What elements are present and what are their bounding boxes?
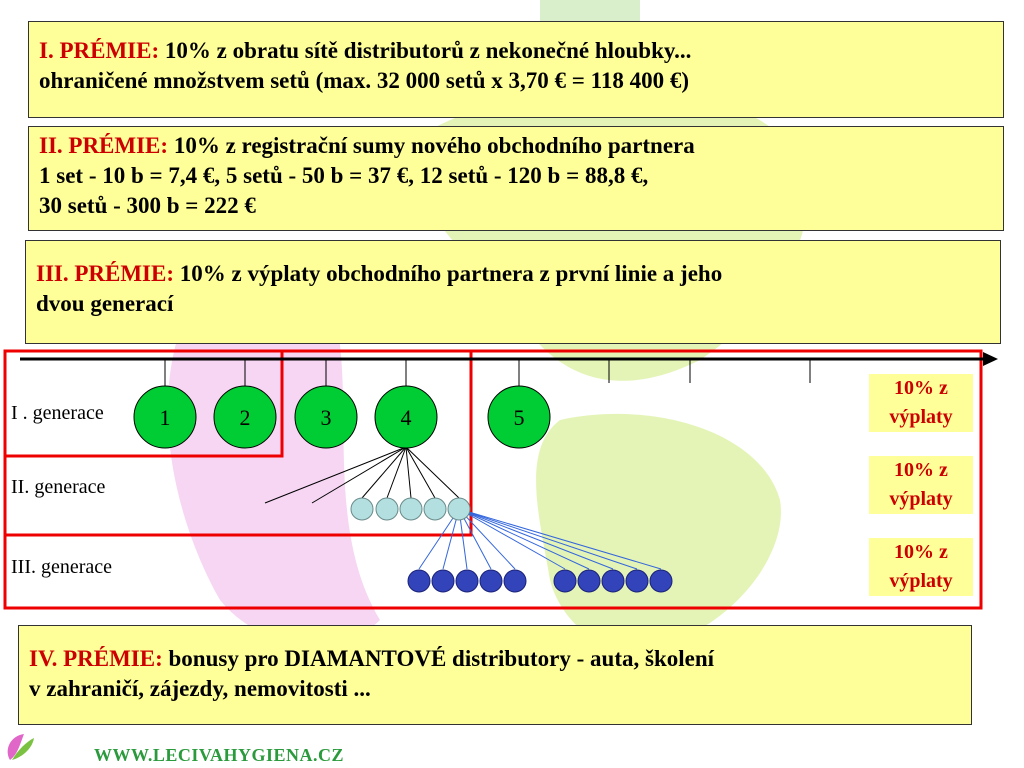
premium-2-text-2: 1 set - 10 b = 7,4 €, 5 setů - 50 b = 37 €, 12 setů - 120 b = 88,8 €,	[39, 163, 649, 188]
gen2-nodes	[351, 498, 470, 520]
svg-text:2: 2	[239, 405, 251, 430]
premium-1-text-1: 10% z obratu sítě distributorů z nekonečné hloubky...	[159, 38, 692, 63]
gen3-node	[626, 570, 648, 592]
premium-4-text-2: v zahraničí, zájezdy, nemovitosti ...	[29, 676, 371, 701]
gen3-node	[578, 570, 600, 592]
payout-3-line-1: 10% z	[894, 541, 948, 563]
gen3-node	[504, 570, 526, 592]
gen2-connectors	[265, 447, 459, 503]
payout-1-line-1: 10% z	[894, 377, 948, 399]
footer-url[interactable]: WWW.LECIVAHYGIENA.CZ	[94, 745, 345, 765]
premium-3-label: III. PRÉMIE:	[36, 261, 175, 286]
gen1-node-2	[214, 386, 276, 448]
gen3-label: III. generace	[11, 556, 113, 578]
gen3-node	[650, 570, 672, 592]
timeline-arrowhead	[983, 352, 998, 366]
premium-4-label: IV. PRÉMIE:	[29, 646, 163, 671]
payout-2-line-1: 10% z	[894, 459, 948, 481]
premium-2-text-3: 30 setů - 300 b = 222 €	[39, 193, 256, 218]
premium-3-text-2: dvou generací	[36, 291, 174, 316]
svg-text:4: 4	[400, 405, 412, 430]
gen3-nodes	[408, 570, 672, 592]
gen3-node	[480, 570, 502, 592]
gen3-node	[408, 570, 430, 592]
premium-4-text-1: bonusy pro DIAMANTOVÉ distributory - auta, školení	[162, 646, 715, 671]
premium-1-label: I. PRÉMIE:	[39, 38, 160, 63]
premium-2-text-1: 10% z registrační sumy nového obchodního partnera	[168, 133, 695, 158]
payout-2-line-2: výplaty	[889, 488, 953, 510]
gen3-node	[602, 570, 624, 592]
payout-box-1	[869, 374, 973, 432]
gen2-node	[351, 498, 373, 520]
gen2-node	[424, 498, 446, 520]
gen1-node-5	[488, 386, 550, 448]
gen1-label: I . generace	[11, 402, 104, 424]
gen2-label: II. generace	[11, 476, 106, 498]
gen2-node	[448, 498, 470, 520]
gen1-node-3	[295, 386, 357, 448]
svg-text:1: 1	[159, 405, 171, 430]
gen3-node	[432, 570, 454, 592]
gen2-node	[376, 498, 398, 520]
premium-3-text-1: 10% z výplaty obchodního partnera z první linie a jeho	[174, 261, 723, 286]
premium-2-label: II. PRÉMIE:	[39, 133, 169, 158]
leaf-logo-icon	[2, 730, 38, 766]
payout-box-2	[869, 456, 973, 514]
premium-1-text-2: ohraničené množstvem setů (max. 32 000 setů x 3,70 € = 118 400 €)	[39, 68, 690, 93]
payout-3-line-2: výplaty	[889, 570, 953, 592]
gen3-node	[456, 570, 478, 592]
svg-text:3: 3	[320, 405, 332, 430]
gen3-node	[554, 570, 576, 592]
payout-1-line-2: výplaty	[889, 406, 953, 428]
gen1-node-1	[134, 386, 196, 448]
gen1-node-4	[375, 386, 437, 448]
gen2-node	[400, 498, 422, 520]
payout-box-3	[869, 538, 973, 596]
timeline-ticks	[165, 359, 810, 386]
svg-text:5: 5	[513, 405, 525, 430]
